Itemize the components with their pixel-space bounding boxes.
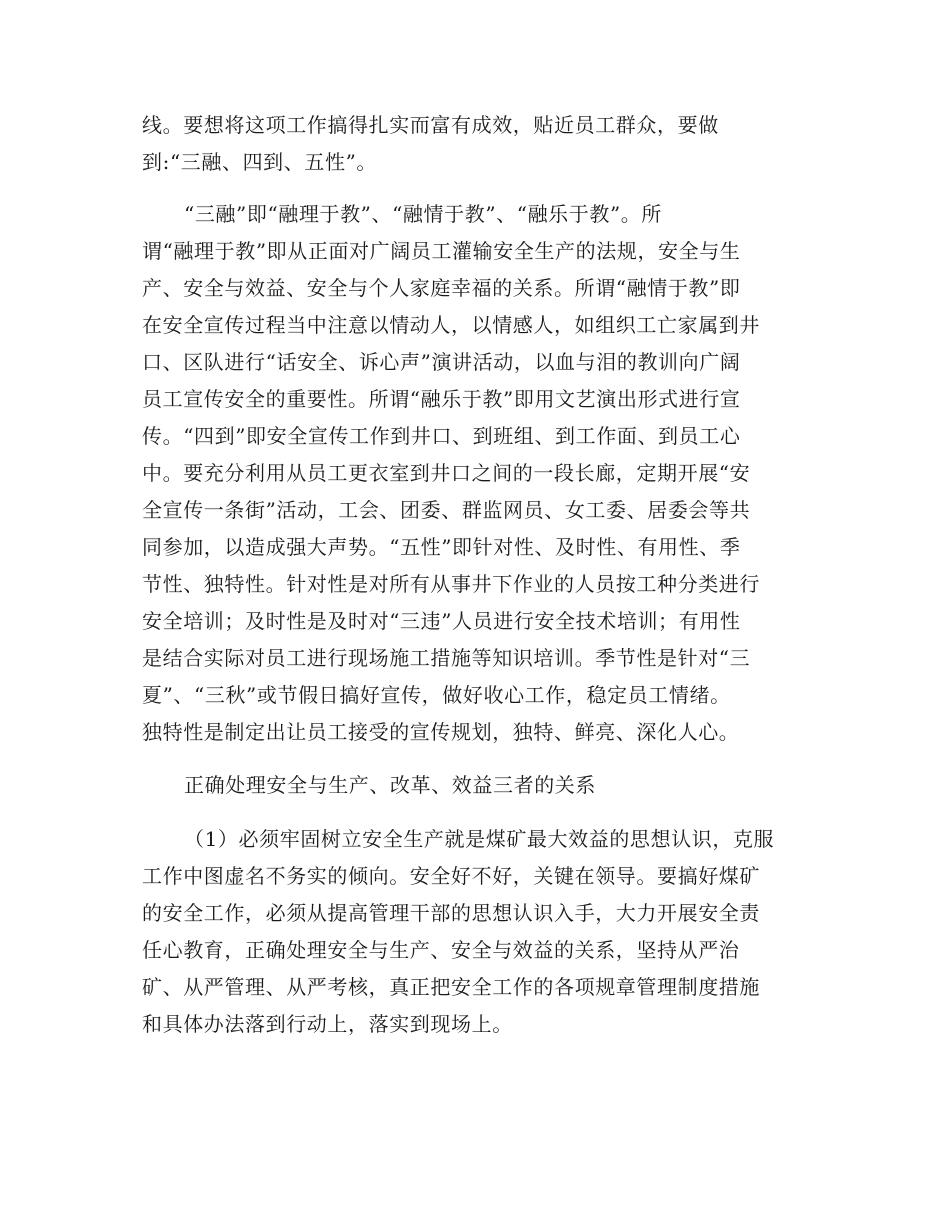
text-line: 安全培训；及时性是及时对“三违”人员进行安全技术培训；有用性: [142, 609, 741, 633]
text-line: 节性、独特性。针对性是对所有从事井下作业的人员按工种分类进行: [142, 572, 760, 596]
text-line: 线。要想将这项工作搞得扎实而富有成效，贴近员工群众，要做: [142, 113, 719, 137]
text-line: 传。“四到”即安全宣传工作到井口、到班组、到工作面、到员工心: [142, 424, 741, 448]
text-line: “三融”即“融理于教”、“融情于教”、“融乐于教”。所: [184, 202, 662, 226]
text-line: 和具体办法落到行动上，落实到现场上。: [142, 1012, 513, 1036]
text-line: 谓“融理于教”即从正面对广阔员工灌输安全生产的法规，安全与生: [142, 239, 741, 263]
text-line: （1）必须牢固树立安全生产就是煤矿最大效益的思想认识，克服: [184, 827, 775, 851]
text-line: 员工宣传安全的重要性。所谓“融乐于教”即用文艺演出形式进行宣: [142, 387, 741, 411]
text-line: 的安全工作，必须从提高管理干部的思想认识入手，大力开展安全责: [142, 901, 760, 925]
text-line: 口、区队进行“话安全、诉心声”演讲活动，以血与泪的教训向广阔: [142, 350, 741, 374]
text-line: 夏”、“三秋”或节假日搞好宣传，做好收心工作，稳定员工情绪。: [142, 683, 731, 707]
heading-text: 正确处理安全与生产、改革、效益三者的关系: [184, 773, 596, 797]
paragraph-point-one: [142, 821, 812, 1043]
text-line: 产、安全与效益、安全与个人家庭幸福的关系。所谓“融情于教”即: [142, 276, 741, 300]
text-line: 全宣传一条街”活动，工会、团委、群监网员、女工委、居委会等共: [142, 498, 751, 522]
text-line: 工作中图虚名不务实的倾向。安全好不好，关键在领导。要搞好煤矿: [142, 864, 760, 888]
text-line: 到:“三融、四到、五性”。: [142, 150, 377, 174]
section-heading: [142, 767, 812, 804]
text-line: 矿、从严管理、从严考核，真正把安全工作的各项规章管理制度措施: [142, 975, 760, 999]
text-line: 同参加，以造成强大声势。“五性”即针对性、及时性、有用性、季: [142, 535, 741, 559]
text-line: 独特性是制定出让员工接受的宣传规划，独特、鲜亮、深化人心。: [142, 720, 740, 744]
text-line: 在安全宣传过程当中注意以情动人，以情感人，如组织工亡家属到井: [142, 313, 760, 337]
paragraph-intro: [142, 107, 812, 181]
text-line: 任心教育，正确处理安全与生产、安全与效益的关系，坚持从严治: [142, 938, 740, 962]
text-line: 是结合实际对员工进行现场施工措施等知识培训。季节性是针对“三: [142, 646, 751, 670]
text-line: 中。要充分利用从员工更衣室到井口之间的一段长廊，定期开展“安: [142, 461, 751, 485]
paragraph-three-integrations: [142, 196, 812, 751]
